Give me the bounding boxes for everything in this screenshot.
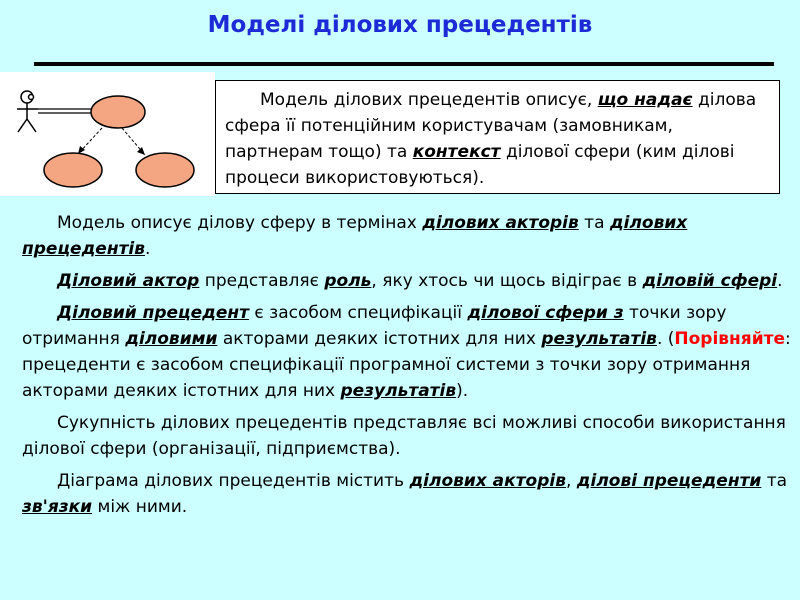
paragraph-business-actor xyxy=(22,268,794,294)
text-run: ділова сфера її потенційним користувачам (замовникам, партнерам тощо) та xyxy=(225,90,757,162)
body-text xyxy=(22,210,794,526)
use-case-diagram xyxy=(0,72,215,196)
emphasis: ділових акторів xyxy=(409,471,566,491)
arrow-heads xyxy=(78,146,145,155)
emphasis: ділових акторів xyxy=(422,213,579,233)
title-divider xyxy=(34,62,774,66)
emphasis: Діловий прецедент xyxy=(57,303,250,323)
emphasis: ділової сфери з xyxy=(467,303,624,323)
emphasis: ділових прецедентів xyxy=(22,213,688,259)
emphasis: зв'язки xyxy=(22,497,93,517)
association-line xyxy=(38,109,91,113)
page-title: Моделі ділових прецедентів xyxy=(207,12,593,38)
text-run: ). xyxy=(456,381,469,401)
text-run: ділової сфери (ким ділові процеси використовуються). xyxy=(225,142,735,188)
text-run: : прецеденти є засобом специфікації програмної системи з точки зору отримання акторами деяких істотних для них xyxy=(22,329,791,401)
text-run: є засобом специфікації xyxy=(249,303,468,323)
business-actor-icon xyxy=(17,91,38,132)
text-run: Модель описує ділову сферу в термінах xyxy=(57,213,423,233)
text-run: , яку хтось чи щось відіграє в xyxy=(371,271,643,291)
compare-highlight: Порівняйте xyxy=(674,329,786,349)
text-run: , xyxy=(565,471,577,491)
text-run: точки зору отримання xyxy=(22,303,727,349)
emphasis: ділові прецеденти xyxy=(576,471,762,491)
include-arrows xyxy=(78,128,145,155)
emphasis: діловими xyxy=(125,329,218,349)
text-run: Діаграма ділових прецедентів містить xyxy=(57,471,410,491)
use-case-ellipse-top xyxy=(91,96,145,128)
text-run: та xyxy=(761,471,788,491)
text-run: та xyxy=(578,213,610,233)
text-run: між ними. xyxy=(92,497,188,517)
emphasis: що надає xyxy=(597,90,693,110)
emphasis: результатів xyxy=(541,329,657,349)
use-case-ellipse-left xyxy=(44,153,102,187)
text-run: . ( xyxy=(656,329,675,349)
text-run: акторами деяких істотних для них xyxy=(217,329,542,349)
emphasis: роль xyxy=(324,271,372,291)
use-case-diagram-drawing xyxy=(0,72,215,196)
text-run: Сукупність ділових прецедентів представляє всі можливі способи використання ділової сфери (організації, підприємства). xyxy=(22,413,786,459)
text-run: Модель ділових прецедентів описує, xyxy=(260,90,598,110)
paragraph-use-case-set xyxy=(22,410,794,462)
emphasis: контекст xyxy=(412,142,501,162)
emphasis: діловій сфері xyxy=(642,271,778,291)
definition-box xyxy=(215,80,780,194)
emphasis: результатів xyxy=(340,381,457,401)
use-case-ellipse-right xyxy=(136,153,194,187)
text-run: . xyxy=(145,239,151,259)
paragraph-business-use-case xyxy=(22,300,794,404)
text-run: . xyxy=(777,271,783,291)
paragraph-diagram-contents xyxy=(22,468,794,520)
intro-paragraph xyxy=(225,87,771,191)
paragraph-model-description xyxy=(22,210,794,262)
emphasis: Діловий актор xyxy=(57,271,200,291)
text-run: представляє xyxy=(199,271,325,291)
